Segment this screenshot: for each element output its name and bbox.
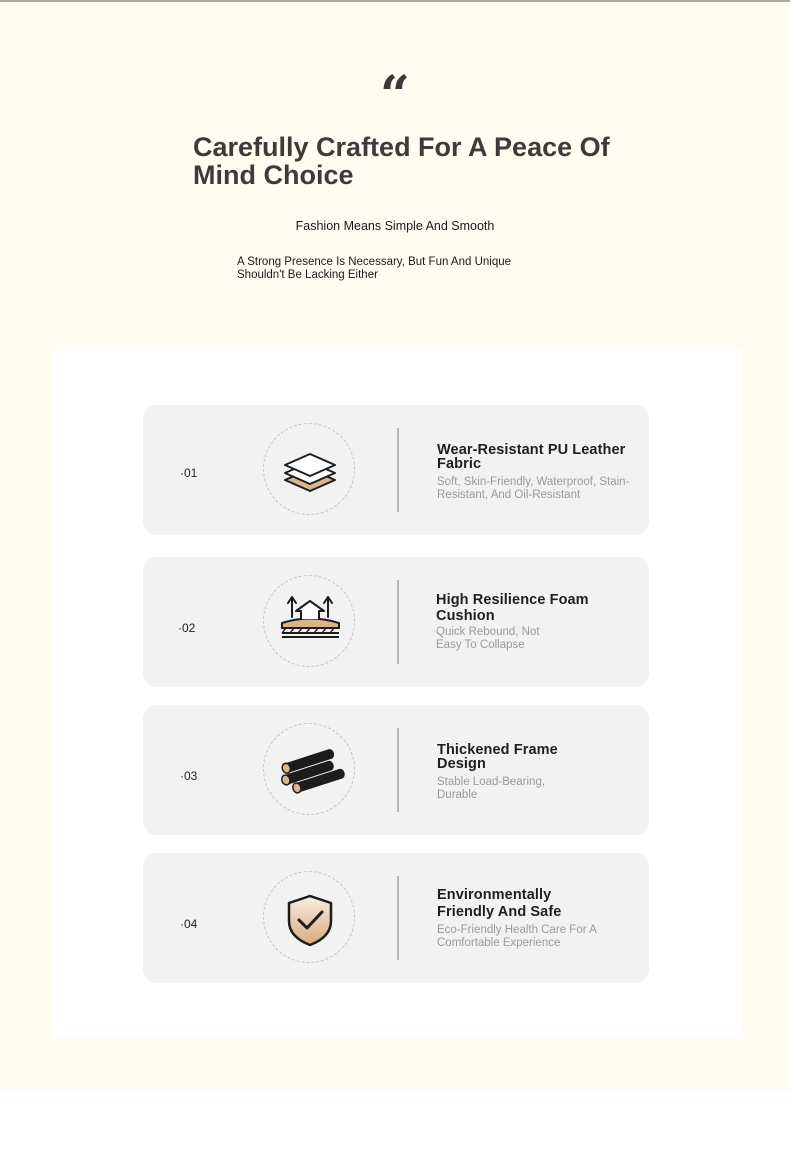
feature-card [143, 853, 649, 983]
feature-number: ·01 [180, 466, 198, 480]
feature-card [143, 405, 649, 535]
icon-circle [263, 871, 355, 963]
feature-description: Eco-Friendly Health Care For A Comfortable Experience [437, 924, 597, 949]
quote-mark-icon: “ [380, 65, 410, 126]
feature-description: Soft, Skin-Friendly, Waterproof, Stain-Resistant, And Oil-Resistant [437, 476, 630, 501]
feature-number: ·02 [178, 621, 196, 635]
fabric-layers-icon [264, 424, 356, 516]
divider [397, 876, 399, 960]
page-title: Carefully Crafted For A Peace Of Mind Choice [193, 132, 610, 190]
feature-text [437, 444, 637, 502]
feature-number: ·03 [180, 769, 198, 783]
feature-title: High Resilience Foam Cushion [436, 592, 589, 624]
feature-number: ·04 [180, 917, 198, 931]
feature-description: Quick Rebound, Not Easy To Collapse [436, 626, 540, 651]
divider [397, 728, 399, 812]
feature-text [437, 744, 577, 802]
divider [397, 580, 399, 664]
foam-rebound-icon [264, 576, 356, 668]
feature-title: Wear-Resistant PU Leather Fabric [437, 442, 626, 472]
feature-description: Stable Load-Bearing, Durable [437, 776, 546, 801]
feature-title: Thickened Frame Design [437, 742, 558, 772]
divider [397, 428, 399, 512]
feature-title: Environmentally Friendly And Safe [437, 887, 562, 920]
page-subtitle: Fashion Means Simple And Smooth [295, 219, 495, 233]
icon-circle [263, 723, 355, 815]
icon-circle [263, 575, 355, 667]
frame-tubes-icon [264, 724, 356, 816]
shield-check-icon [264, 872, 356, 964]
feature-text [437, 887, 612, 950]
icon-circle [263, 423, 355, 515]
feature-card [143, 557, 649, 687]
feature-card [143, 705, 649, 835]
page-tagline: A Strong Presence Is Necessary, But Fun And Unique Shouldn't Be Lacking Either [237, 256, 512, 281]
feature-text [436, 592, 636, 652]
